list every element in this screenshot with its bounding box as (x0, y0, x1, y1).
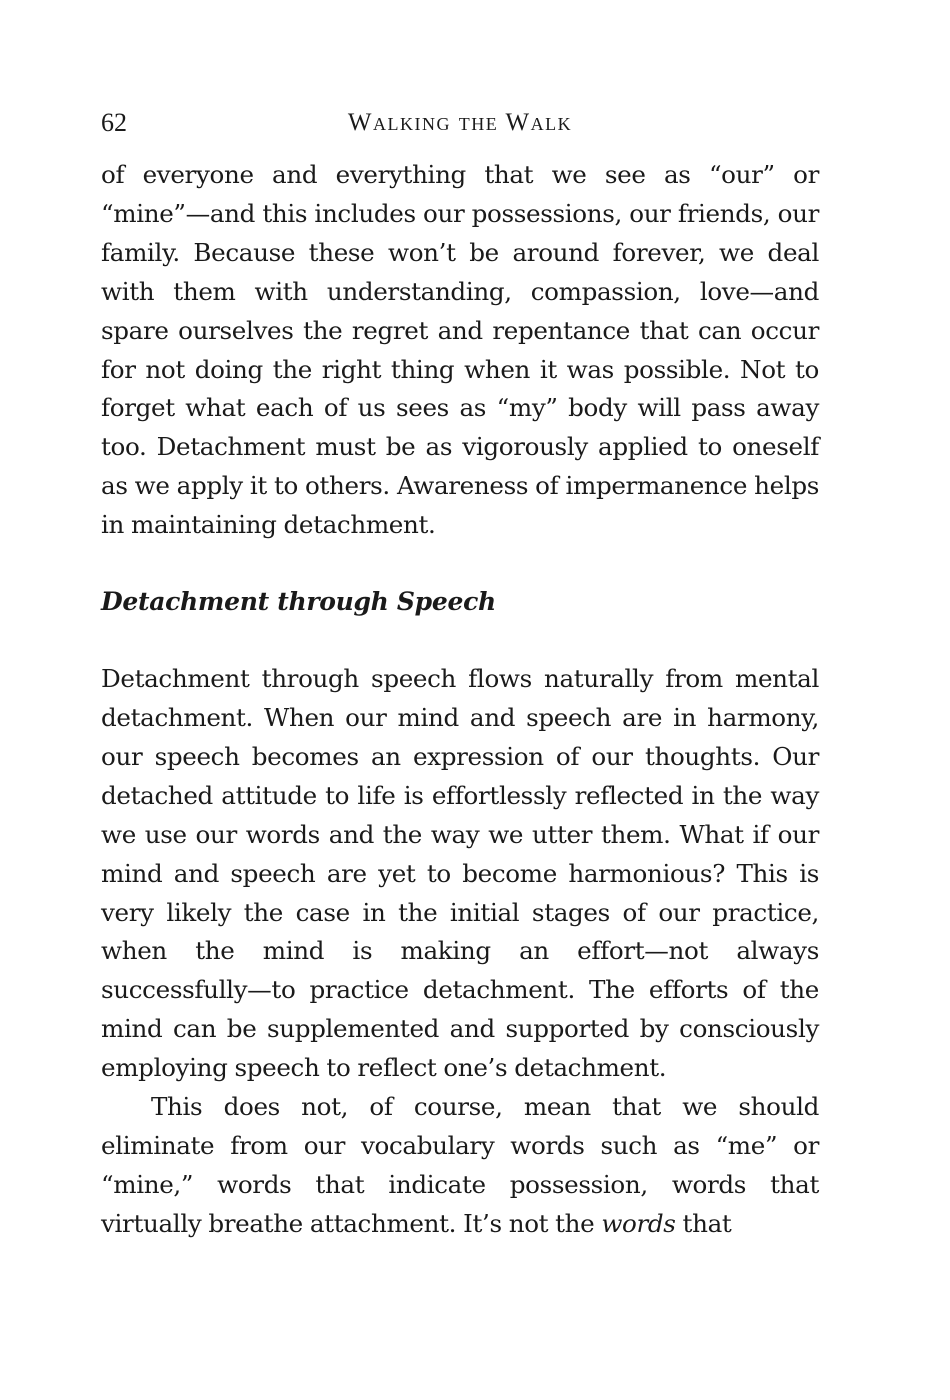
paragraph-detachment-speech: Detachment through speech flows naturally from mental detachment. When our mind and speech are in harmony, our speech becomes an expression of our thoughts. Our detached attitude to life is effortlessly reflected in the way we use our words and the way we utter them. What if our mind and speech are yet to become harmonious? This is very likely the case in the initial stages of our practice, when the mind is making an effort—not always successfully—to practice detachment. The efforts of the mind can be supplemented and supported by consciously employing speech to reflect one’s detachment. (101, 664, 819, 1083)
paragraph-continuation: of everyone and everything that we see as “our” or “mine”—and this includes our possessions, our friends, our family. Because these won’t be around forever, we deal with them with understanding, compassion, love—and spare ourselves the regret and repentance that can occur for not doing the right thing when it was possible. Not to forget what each of us sees as “my” body will pass away too. Detachment must be as vigorously applied to oneself as we apply it to others. Awareness of impermanence helps in maintaining detachment. (101, 160, 819, 540)
running-header (101, 100, 819, 146)
running-title: Walking the Walk (347, 109, 573, 136)
emphasis-words: words (601, 1208, 676, 1238)
paragraph-vocabulary-end: that (675, 1208, 732, 1238)
paragraph-vocabulary (101, 1088, 819, 1244)
book-page (101, 100, 819, 1244)
section-heading: Detachment through Speech (101, 587, 496, 617)
paragraph-vocabulary-start: This does not, of course, mean that we should eliminate from our vocabulary words such as “me” or “mine,” words that indicate possession, words that virtually breathe attachment. It’s not the (101, 1092, 819, 1238)
page-number: 62 (101, 108, 127, 137)
